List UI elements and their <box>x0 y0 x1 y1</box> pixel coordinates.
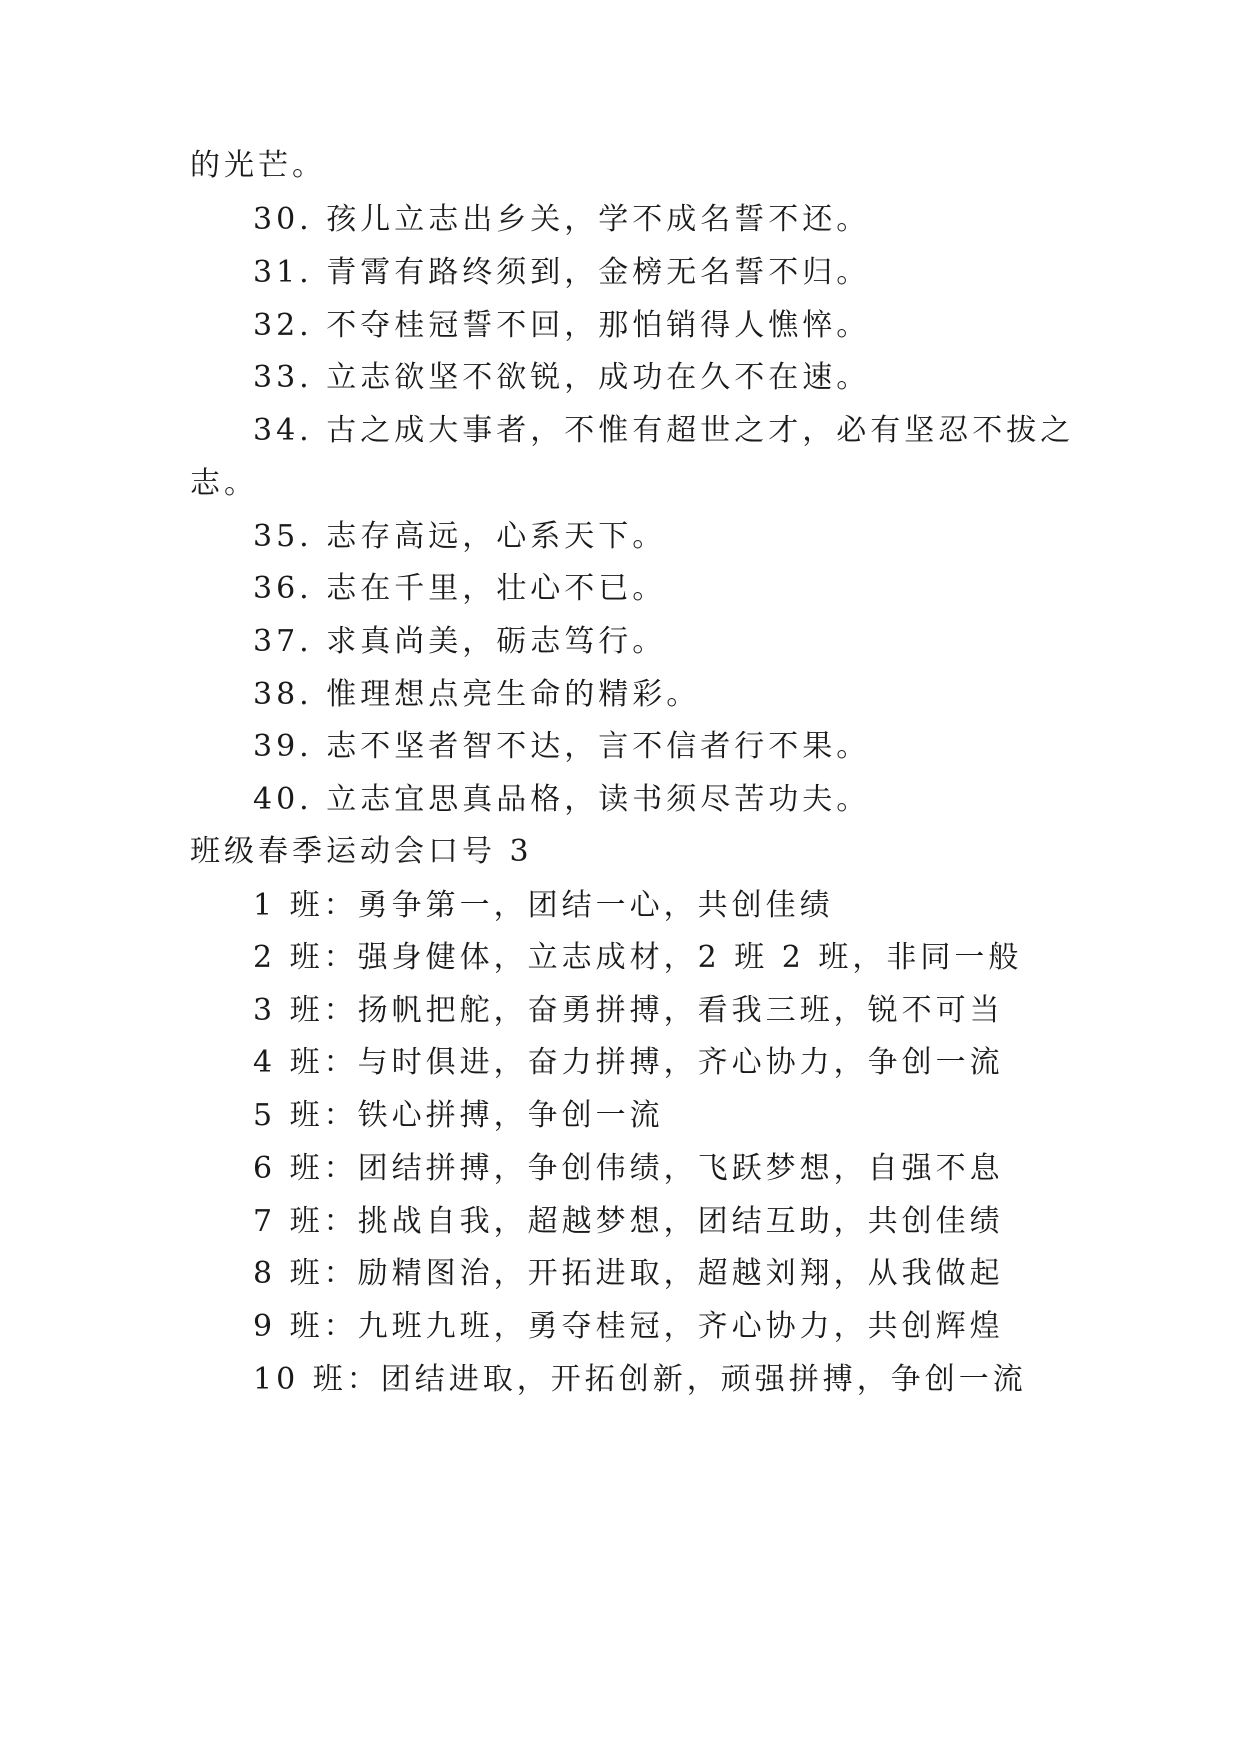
list-item-32: 32. 不夺桂冠誓不回，那怕销得人憔悴。 <box>253 308 871 343</box>
slogan-class-6: 6 班：团结拼搏，争创伟绩，飞跃梦想，自强不息 <box>253 1151 1004 1186</box>
list-item-38: 38. 惟理想点亮生命的精彩。 <box>253 677 701 712</box>
list-item-30: 30. 孩儿立志出乡关，学不成名誓不还。 <box>253 202 871 237</box>
list-item-40: 40. 立志宜思真品格，读书须尽苦功夫。 <box>253 782 871 817</box>
slogan-class-4: 4 班：与时俱进，奋力拼搏，齐心协力，争创一流 <box>253 1045 1004 1080</box>
slogan-class-9: 9 班：九班九班，勇夺桂冠，齐心协力，共创辉煌 <box>253 1309 1004 1344</box>
slogan-class-10: 10 班：团结进取，开拓创新，顽强拼搏，争创一流 <box>253 1362 1027 1397</box>
list-item-39: 39. 志不坚者智不达，言不信者行不果。 <box>253 729 871 764</box>
list-item-31: 31. 青霄有路终须到，金榜无名誓不归。 <box>253 255 871 290</box>
paragraph-continuation: 的光芒。 <box>190 148 326 183</box>
slogan-class-7: 7 班：挑战自我，超越梦想，团结互助，共创佳绩 <box>253 1204 1004 1239</box>
list-item-34-continuation: 志。 <box>190 466 258 501</box>
list-item-37: 37. 求真尚美，砺志笃行。 <box>253 624 667 659</box>
list-item-36: 36. 志在千里，壮心不已。 <box>253 571 667 606</box>
slogan-class-2: 2 班：强身健体，立志成材，2 班 2 班，非同一般 <box>253 940 1023 975</box>
slogan-class-3: 3 班：扬帆把舵，奋勇拼搏，看我三班，锐不可当 <box>253 993 1004 1028</box>
list-item-34: 34. 古之成大事者，不惟有超世之才，必有坚忍不拔之 <box>253 413 1075 448</box>
section-heading: 班级春季运动会口号 3 <box>190 834 533 869</box>
slogan-class-1: 1 班：勇争第一，团结一心，共创佳绩 <box>253 888 834 923</box>
slogan-class-8: 8 班：励精图治，开拓进取，超越刘翔，从我做起 <box>253 1256 1004 1291</box>
slogan-class-5: 5 班：铁心拼搏，争创一流 <box>253 1098 664 1133</box>
list-item-35: 35. 志存高远，心系天下。 <box>253 519 667 554</box>
list-item-33: 33. 立志欲坚不欲锐，成功在久不在速。 <box>253 360 871 395</box>
